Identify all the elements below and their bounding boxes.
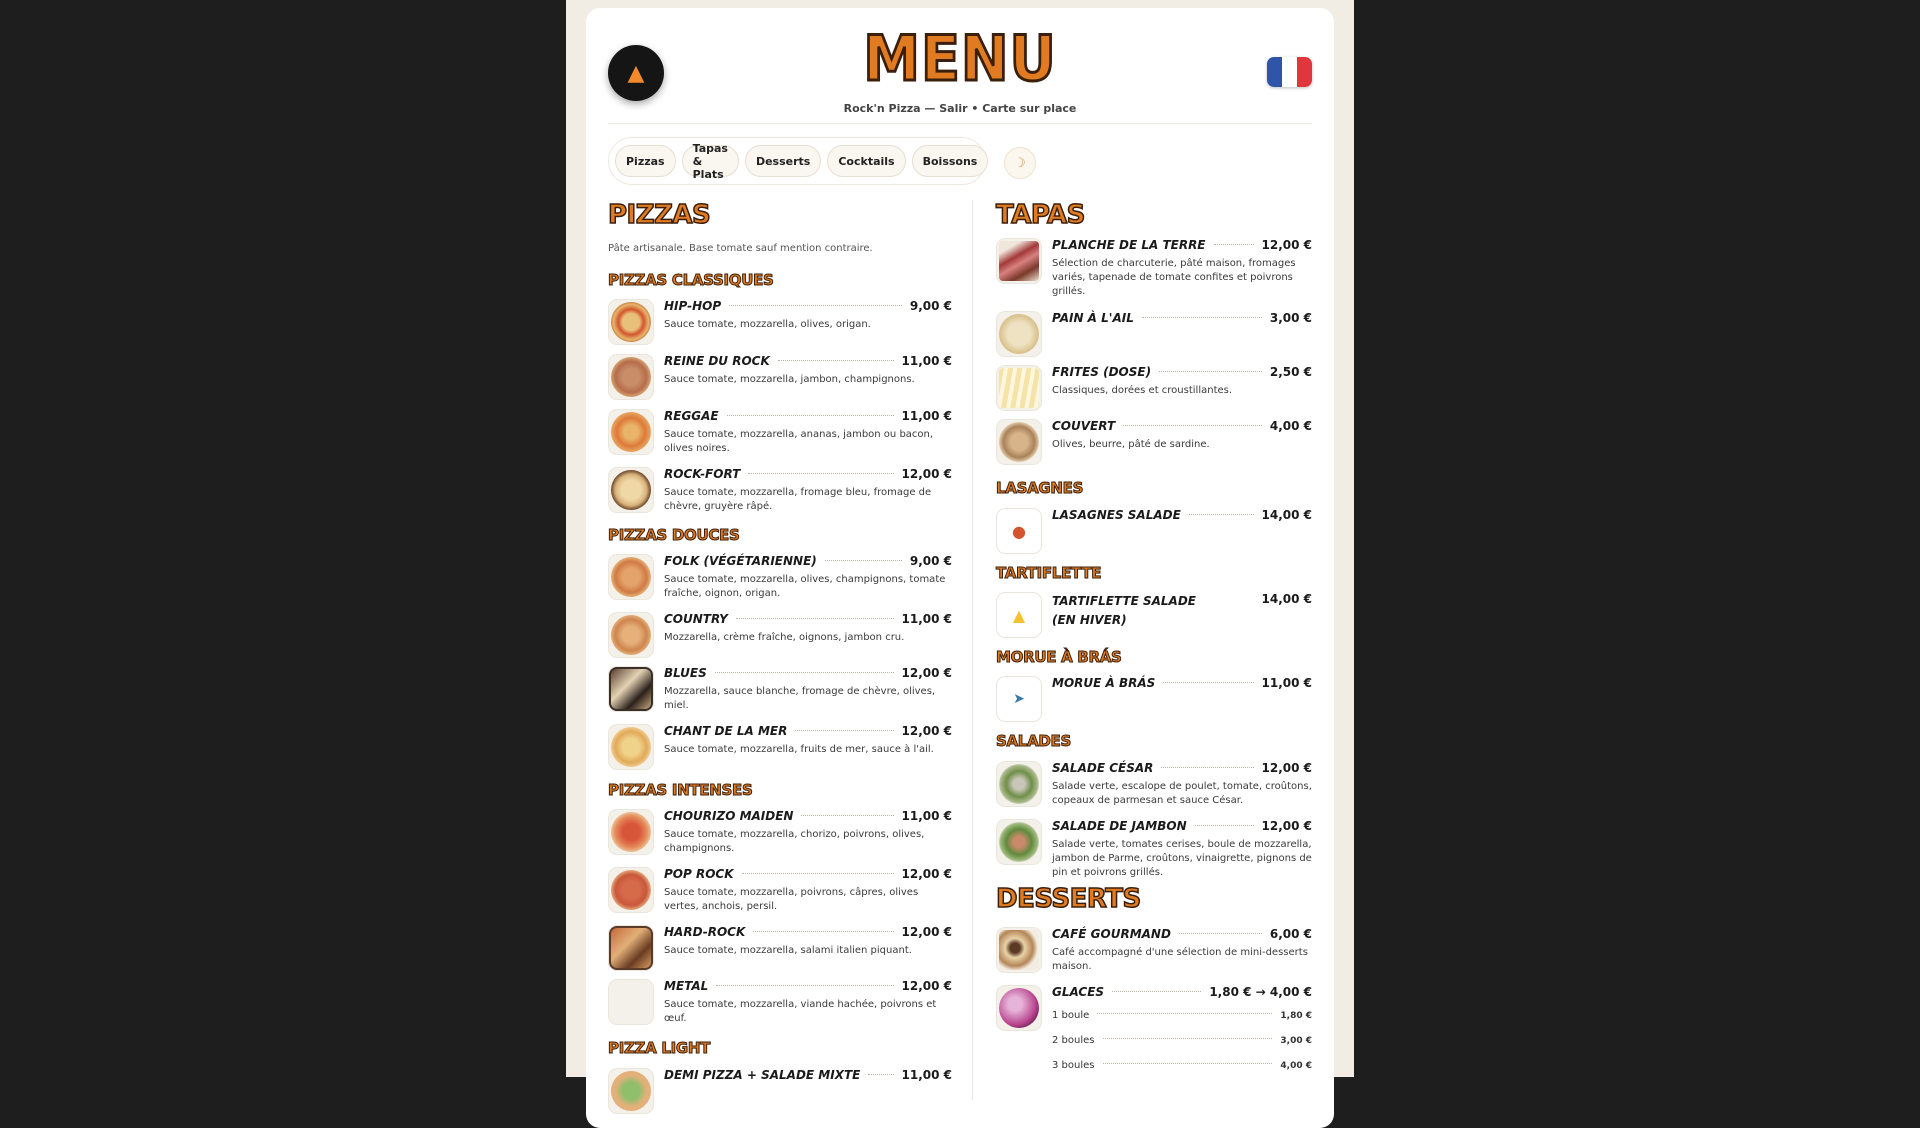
option-price: 4,00 € (1280, 1061, 1312, 1071)
item-description: Sauce tomate, mozzarella, olives, champignons, tomate fraîche, oignon, origan. (664, 574, 946, 599)
pizza-slice-icon: ▲ (627, 60, 645, 86)
page-subtitle: Rock'n Pizza — Salir • Carte sur place (843, 102, 1077, 115)
item-description: Salade verte, escalope de poulet, tomate, croûtons, copeaux de parmesan et sauce César. (1052, 781, 1312, 806)
item-description: Sauce tomate, mozzarella, fromage bleu, fromage de chèvre, gruyère râpé. (664, 487, 932, 512)
dot-leader (1189, 514, 1254, 515)
item-name: METAL (664, 979, 709, 993)
item-photo (608, 925, 654, 971)
dot-leader (1142, 317, 1262, 318)
item-name: TARTIFLETTE SALADE (EN HIVER) (1052, 594, 1196, 627)
item-name: FRITES (DOSE) (1052, 365, 1152, 379)
dot-leader (1103, 1063, 1273, 1064)
dot-leader (715, 672, 894, 673)
dot-leader (1163, 682, 1253, 683)
subsection-title-light: PIZZA LIGHT (608, 1039, 711, 1057)
item-name: SALADE DE JAMBON (1052, 819, 1187, 833)
item-name: FOLK (VÉGÉTARIENNE) (664, 554, 817, 568)
item-price: 12,00 € (901, 724, 952, 738)
dot-leader (1214, 244, 1254, 245)
dot-leader (1112, 991, 1201, 992)
tab-boissons[interactable]: Boissons (912, 145, 989, 177)
item-photo (996, 761, 1042, 807)
item-name: COUVERT (1052, 419, 1116, 433)
item-description: Café accompagné d'une sélection de mini-desserts maison. (1052, 947, 1308, 972)
price-option (1052, 1035, 1312, 1046)
dot-leader (1161, 767, 1253, 768)
item-photo (996, 365, 1042, 411)
section-title-desserts: DESSERTS (996, 884, 1141, 914)
item-photo-placeholder (608, 979, 654, 1025)
item-name: PLANCHE DE LA TERRE (1052, 238, 1206, 252)
item-price: 12,00 € (901, 666, 952, 680)
item-name: COUNTRY (664, 612, 728, 626)
item-name: DEMI PIZZA + SALADE MIXTE (664, 1068, 861, 1082)
dot-leader (778, 360, 894, 361)
item-name: ROCK-FORT (664, 467, 741, 481)
tab-tapas-plats[interactable]: Tapas & Plats (682, 145, 739, 177)
item-description: Sauce tomate, mozzarella, jambon, champignons. (664, 374, 915, 385)
item-price: 9,00 € (909, 299, 952, 313)
pizzas-intro: Pâte artisanale. Base tomate sauf mention contraire. (608, 243, 873, 254)
category-tabs (608, 137, 986, 185)
fish-icon: ➤ (996, 676, 1042, 722)
dot-leader (753, 931, 893, 932)
subsection-title-lasagnes: LASAGNES (996, 479, 1084, 497)
item-name: PAIN À L'AIL (1052, 311, 1134, 325)
item-photo (608, 809, 654, 855)
item-price: 11,00 € (901, 409, 952, 423)
item-description: Sauce tomate, mozzarella, fruits de mer, sauce à l'ail. (664, 744, 934, 755)
item-photo (996, 819, 1042, 865)
item-name: MORUE À BRÁS (1052, 676, 1156, 690)
item-name: REGGAE (664, 409, 719, 423)
dot-leader (801, 815, 893, 816)
item-description: Mozzarella, sauce blanche, fromage de chèvre, olives, miel. (664, 686, 936, 711)
subsection-title-douces: PIZZAS DOUCES (608, 526, 740, 544)
item-description: Sélection de charcuterie, pâté maison, fromages variés, tapenade de tomate confites et poivrons grillés. (1052, 258, 1296, 297)
item-price: 9,00 € (909, 554, 952, 568)
item-name: CHANT DE LA MER (664, 724, 788, 738)
dot-leader (795, 730, 893, 731)
item-description: Sauce tomate, mozzarella, viande hachée, poivrons et œuf. (664, 999, 937, 1024)
spaghetti-icon: ● (996, 508, 1042, 554)
item-photo (996, 238, 1042, 284)
item-price: 11,00 € (901, 809, 952, 823)
item-name: BLUES (664, 666, 707, 680)
item-description: Classiques, dorées et croustillantes. (1052, 385, 1233, 396)
dot-leader (729, 305, 902, 306)
item-photo (996, 927, 1042, 973)
dot-leader (727, 415, 894, 416)
column-divider (972, 200, 973, 1100)
item-price: 11,00 € (901, 354, 952, 368)
tab-pizzas[interactable]: Pizzas (615, 145, 676, 177)
item-price: 12,00 € (901, 925, 952, 939)
item-price: 11,00 € (901, 1068, 952, 1082)
subsection-title-classiques: PIZZAS CLASSIQUES (608, 271, 774, 289)
dot-leader (748, 473, 893, 474)
theme-toggle-button[interactable] (1004, 147, 1036, 179)
option-label: 1 boule (1052, 1010, 1090, 1021)
menu-card (586, 8, 1334, 1128)
menu-page (566, 0, 1354, 1082)
item-price: 12,00 € (901, 867, 952, 881)
item-description: Sauce tomate, mozzarella, chorizo, poivrons, olives, champignons. (664, 829, 925, 854)
item-photo (608, 467, 654, 513)
item-description: Sauce tomate, mozzarella, ananas, jambon ou bacon, olives noires. (664, 429, 934, 454)
item-name: LASAGNES SALADE (1052, 508, 1181, 522)
item-price: 11,00 € (901, 612, 952, 626)
item-price: 2,50 € (1269, 365, 1312, 379)
option-price: 1,80 € (1280, 1011, 1312, 1021)
item-name: GLACES (1052, 985, 1105, 999)
item-photo (608, 666, 654, 712)
item-name: CAFÉ GOURMAND (1052, 927, 1171, 941)
item-price: 14,00 € (1261, 592, 1312, 606)
french-flag-icon[interactable] (1267, 57, 1312, 87)
dot-leader (1097, 1013, 1272, 1014)
item-price: 12,00 € (901, 979, 952, 993)
dot-leader (1179, 933, 1262, 934)
item-photo (608, 409, 654, 455)
subsection-title-intenses: PIZZAS INTENSES (608, 781, 753, 799)
option-price: 3,00 € (1280, 1036, 1312, 1046)
tab-cocktails[interactable]: Cocktails (827, 145, 905, 177)
section-title-tapas: TAPAS (996, 200, 1085, 230)
item-photo (608, 299, 654, 345)
item-name: HIP-HOP (664, 299, 722, 313)
item-description: Salade verte, tomates cerises, boule de mozzarella, jambon de Parme, croûtons, vinaigrette, pignons de pin et poivrons grillés. (1052, 839, 1312, 878)
dot-leader (1159, 371, 1262, 372)
item-name: HARD-ROCK (664, 925, 746, 939)
item-price: 1,80 € → 4,00 € (1209, 985, 1312, 999)
item-name: CHOURIZO MAIDEN (664, 809, 794, 823)
dot-leader (868, 1074, 893, 1075)
item-photo (996, 419, 1042, 465)
header-divider (608, 123, 1312, 124)
dot-leader (1195, 825, 1254, 826)
item-photo (996, 311, 1042, 357)
dot-leader (742, 873, 894, 874)
dot-leader (1123, 425, 1262, 426)
item-description: Sauce tomate, mozzarella, salami italien piquant. (664, 945, 912, 956)
tab-desserts[interactable]: Desserts (745, 145, 821, 177)
dot-leader (825, 560, 902, 561)
item-price: 4,00 € (1269, 419, 1312, 433)
cheese-icon: ▲ (996, 592, 1042, 638)
item-description: Sauce tomate, mozzarella, poivrons, câpres, olives vertes, anchois, persil. (664, 887, 919, 912)
item-name: SALADE CÉSAR (1052, 761, 1154, 775)
item-photo (608, 724, 654, 770)
item-price: 12,00 € (901, 467, 952, 481)
subsection-title-salades: SALADES (996, 732, 1071, 750)
subsection-title-morue: MORUE À BRÁS (996, 648, 1122, 666)
item-price: 6,00 € (1269, 927, 1312, 941)
item-name: REINE DU ROCK (664, 354, 770, 368)
item-price: 12,00 € (1261, 238, 1312, 252)
item-description: Sauce tomate, mozzarella, olives, origan. (664, 319, 871, 330)
item-photo (608, 554, 654, 600)
dot-leader (716, 985, 893, 986)
section-title-pizzas: PIZZAS (608, 200, 711, 230)
item-price: 14,00 € (1261, 508, 1312, 522)
option-label: 2 boules (1052, 1035, 1095, 1046)
item-price: 12,00 € (1261, 819, 1312, 833)
moon-icon: ☽ (1014, 155, 1026, 171)
item-photo (608, 612, 654, 658)
price-option (1052, 1010, 1312, 1021)
price-option (1052, 1060, 1312, 1071)
dot-leader (1103, 1038, 1273, 1039)
option-label: 3 boules (1052, 1060, 1095, 1071)
item-price: 11,00 € (1261, 676, 1312, 690)
page-title: MENU (863, 22, 1057, 95)
item-photo (608, 867, 654, 913)
item-price: 3,00 € (1269, 311, 1312, 325)
item-description: Mozzarella, crème fraîche, oignons, jambon cru. (664, 632, 905, 643)
item-description: Olives, beurre, pâté de sardine. (1052, 439, 1210, 450)
item-photo (996, 985, 1042, 1031)
item-photo (608, 1068, 654, 1114)
item-price: 12,00 € (1261, 761, 1312, 775)
dot-leader (736, 618, 894, 619)
subsection-title-tartiflette: TARTIFLETTE (996, 564, 1102, 582)
item-name: POP ROCK (664, 867, 734, 881)
item-photo (608, 354, 654, 400)
